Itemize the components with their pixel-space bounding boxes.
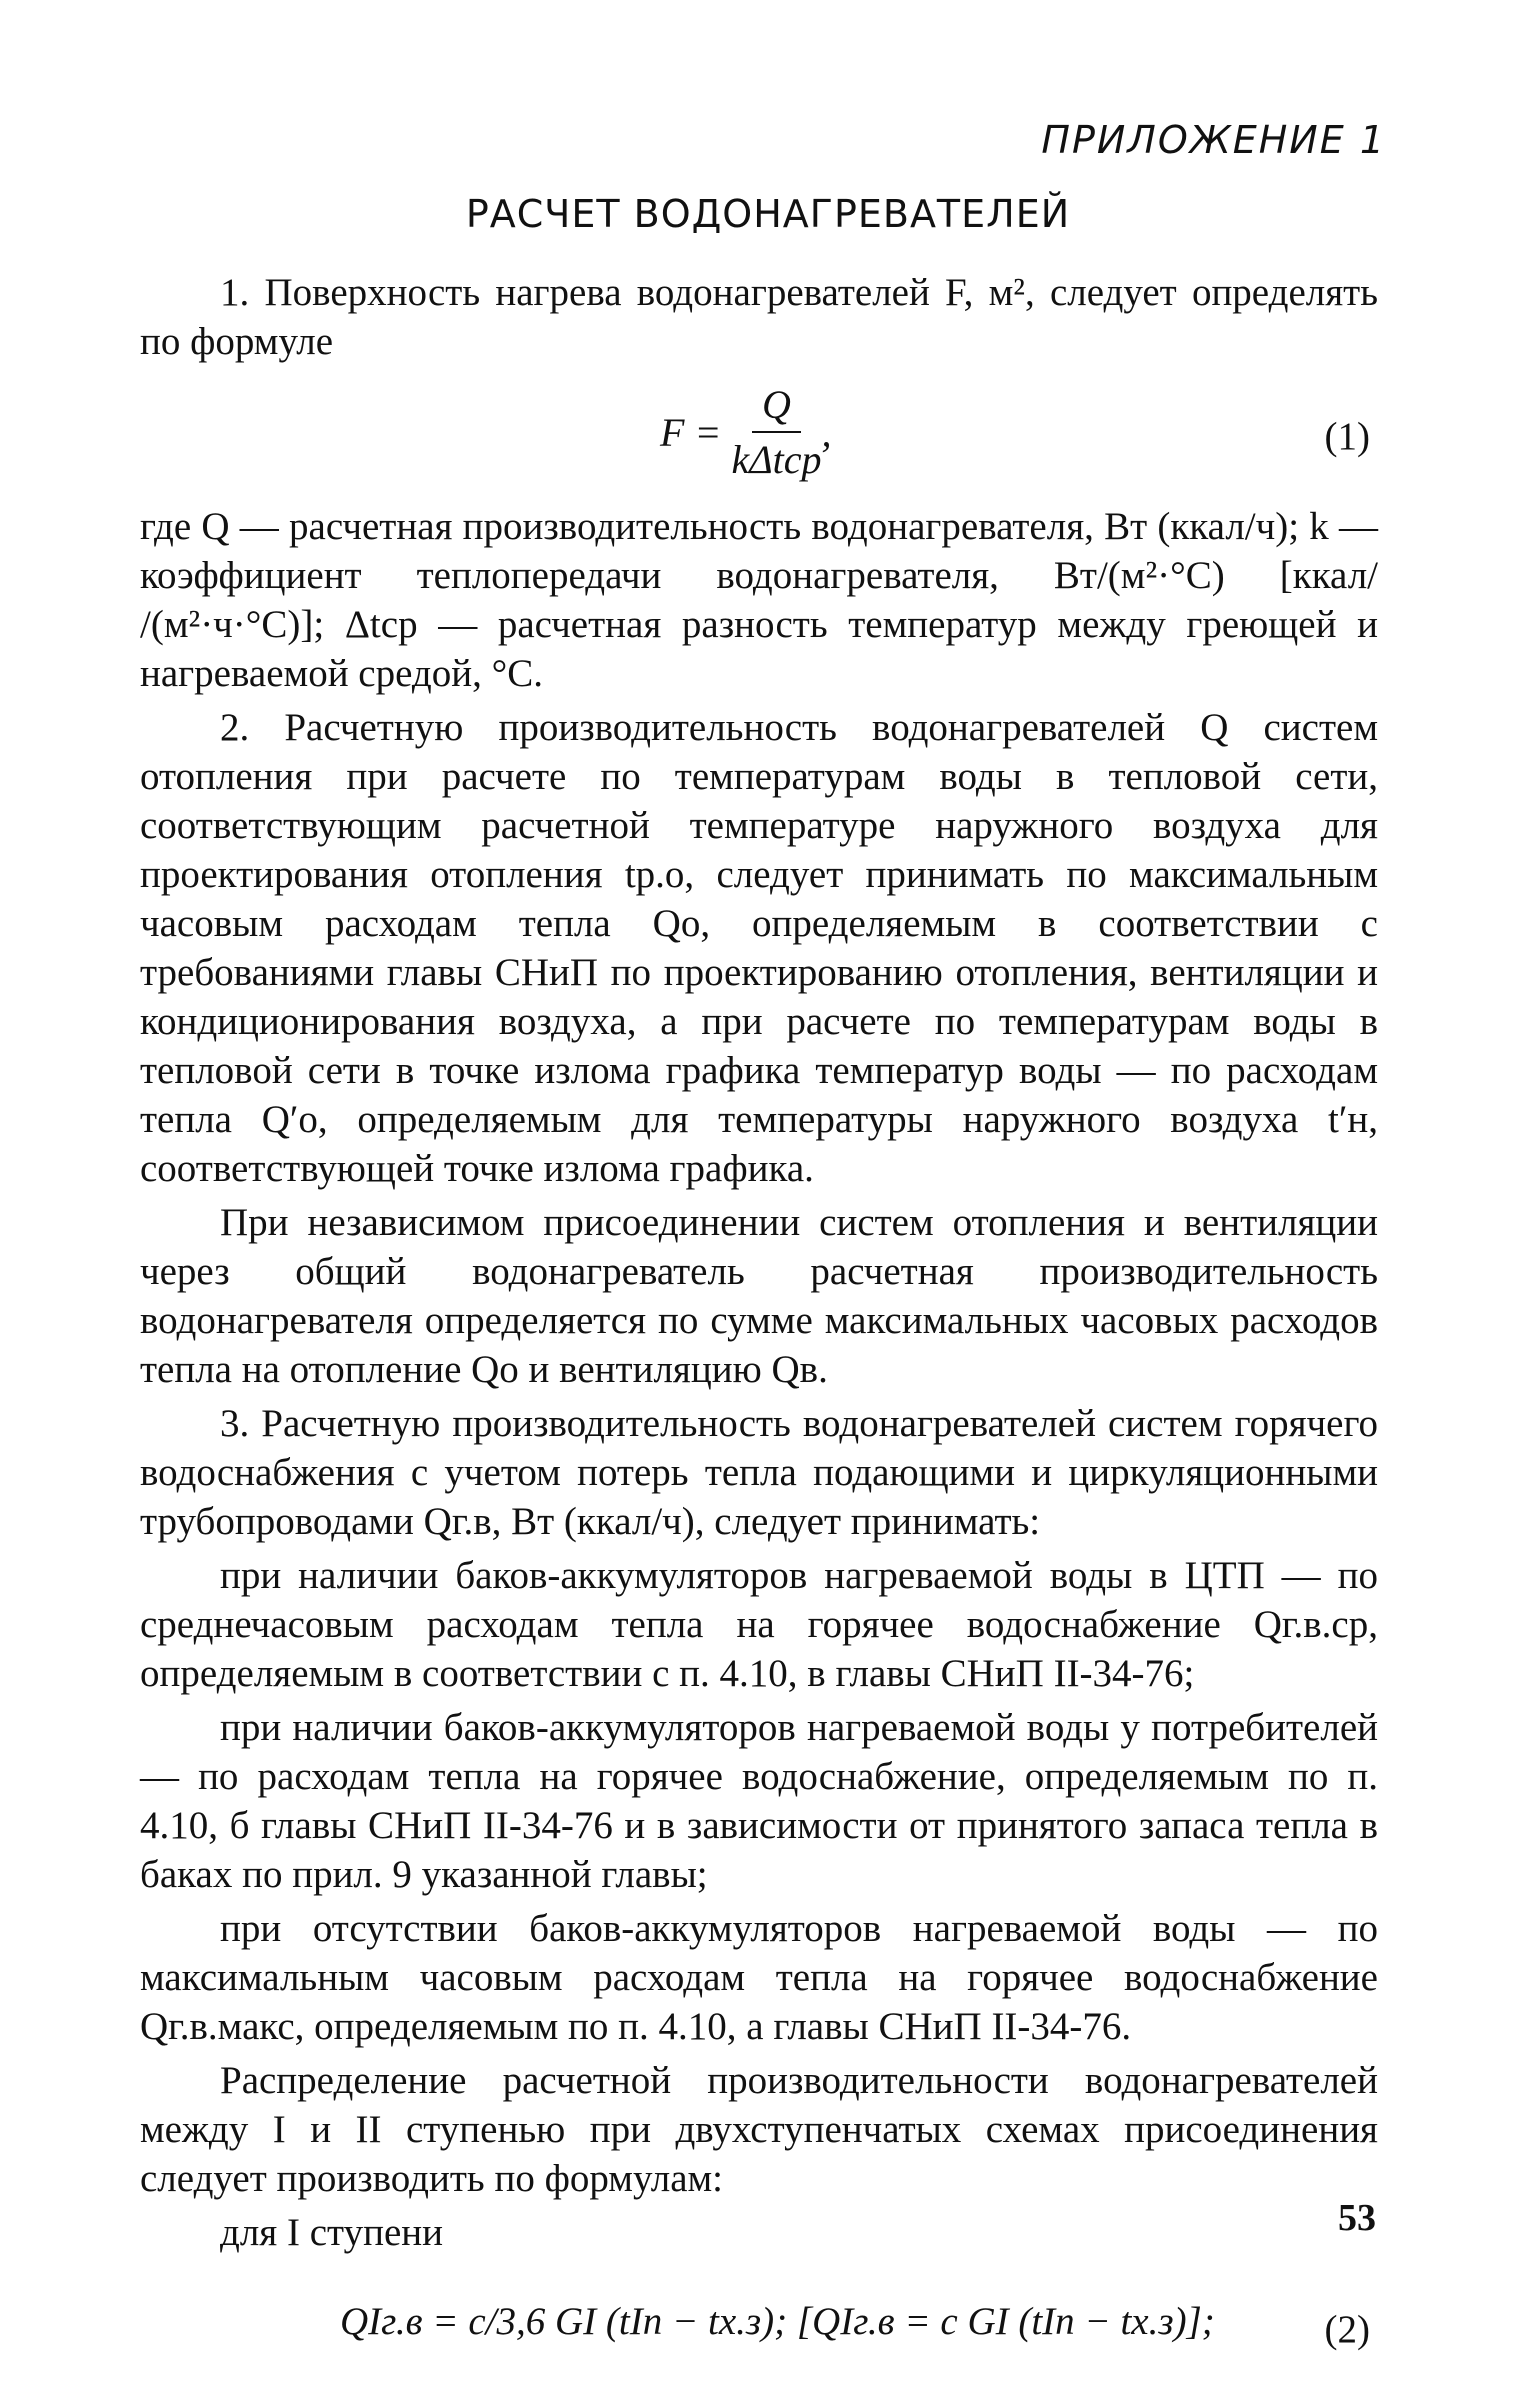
formula-1-numerator: Q bbox=[752, 380, 801, 433]
appendix-label: ПРИЛОЖЕНИЕ 1 bbox=[1041, 118, 1386, 162]
formula-1-tail: , bbox=[821, 409, 832, 455]
formula-1-number: (1) bbox=[1324, 415, 1370, 458]
paragraph-3: 2. Расчетную производительность водонагревателей Q систем отопления при расчете по температурам воды в тепловой сети, соответствующим расчетной температуре наружного воздуха для проектирования отопления tр.о, следует принимать по максимальным часовым расходам тепла Qо, определяемым в соответствии с требованиями главы СНиП по проектированию отопления, вентиляции и кондиционирования воздуха, а при расчете по температурам воды в тепловой сети в точке излома графика температур воды — по расходам тепла Q′о, определяемым для температуры наружного воздуха t′н, соответствующей точке излома графика. bbox=[140, 706, 1378, 1190]
paragraph-2: где Q — расчетная производительность водонагревателя, Вт (ккал/ч); k — коэффициент теплопередачи водонагревателя, Вт/(м²·°С) [ккал/ /(м²·ч·°С)]; Δtср — расчетная разность температур между греющей и нагреваемой средой, °С. bbox=[140, 505, 1378, 695]
page-number: 53 bbox=[1338, 2197, 1376, 2239]
formula-2 bbox=[140, 2287, 1378, 2395]
document-body bbox=[140, 268, 1378, 2401]
formula-2-expression: QIг.в = c/3,6 GI (tIп − tх.з); [QIг.в = c GI (tIп − tх.з)]; bbox=[340, 2300, 1215, 2343]
formula-1-lhs: F = bbox=[660, 409, 722, 455]
paragraph-1: 1. Поверхность нагрева водонагревателей F, м², следует определять по формуле bbox=[140, 271, 1378, 363]
paragraph-10: для I ступени bbox=[220, 2211, 443, 2254]
paragraph-5: 3. Расчетную производительность водонагревателей систем горячего водоснабжения с учетом потерь тепла подающими и циркуляционными трубопроводами Qг.в, Вт (ккал/ч), следует принимать: bbox=[140, 1402, 1378, 1543]
section-title: РАСЧЕТ ВОДОНАГРЕВАТЕЛЕЙ bbox=[465, 192, 1071, 236]
paragraph-8: при отсутствии баков-аккумуляторов нагреваемой воды — по максимальным часовым расходам тепла на горячее водоснабжение Qг.в.макс, определяемым по п. 4.10, а главы СНиП II-34-76. bbox=[140, 1907, 1378, 2048]
paragraph-7: при наличии баков-аккумуляторов нагреваемой воды у потребителей — по расходам тепла на горячее водоснабжение, определяемым по п. 4.10, б главы СНиП II-34-76 и в зависимости от принятого запаса тепла в баках по прил. 9 указанной главы; bbox=[140, 1706, 1378, 1896]
formula-1 bbox=[140, 374, 1378, 496]
paragraph-4: При независимом присоединении систем отопления и вентиляции через общий водонагреватель расчетная производительность водонагревателя определяется по сумме максимальных часовых расходов тепла на отопление Qо и вентиляцию Qв. bbox=[140, 1201, 1378, 1391]
paragraph-9: Распределение расчетной производительности водонагревателей между I и II ступенью при двухступенчатых схемах присоединения следует производить по формулам: bbox=[140, 2059, 1378, 2200]
formula-1-expression bbox=[660, 380, 832, 484]
paragraph-6: при наличии баков-аккумуляторов нагреваемой воды в ЦТП — по среднечасовым расходам тепла на горячее водоснабжение Qг.в.ср, определяемым в соответствии с п. 4.10, в главы СНиП II-34-76; bbox=[140, 1554, 1378, 1695]
formula-1-fraction bbox=[731, 380, 821, 484]
formula-2-number: (2) bbox=[1324, 2308, 1370, 2351]
formula-1-denominator: kΔtср bbox=[731, 437, 822, 482]
